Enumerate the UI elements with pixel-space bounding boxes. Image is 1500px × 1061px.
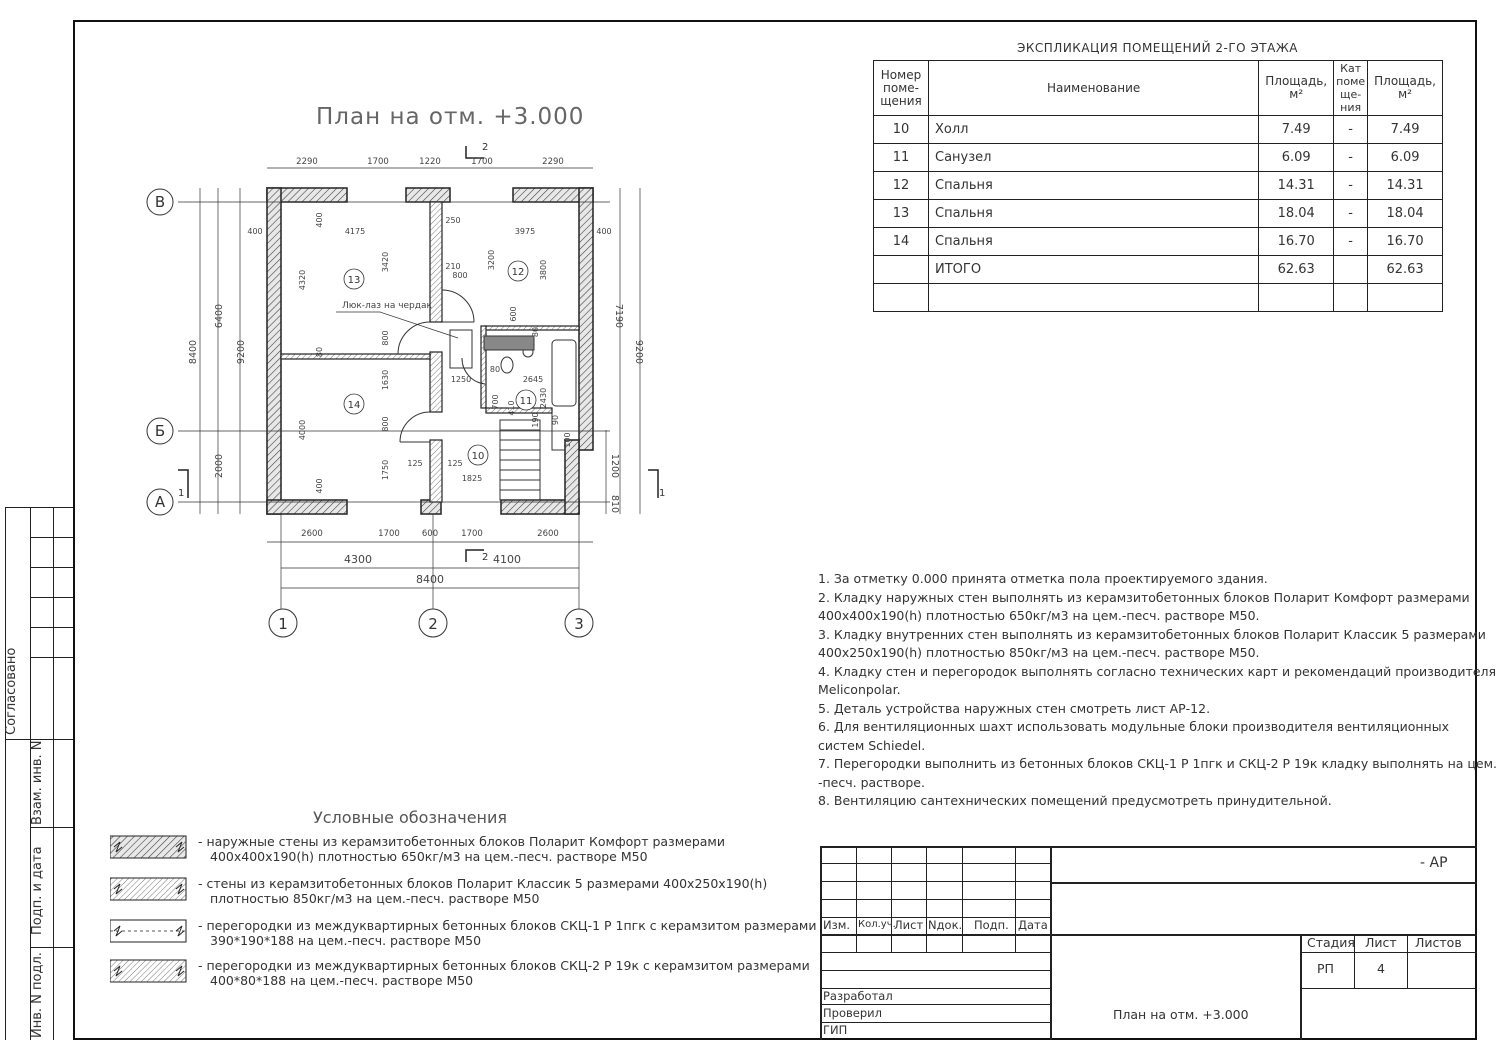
stamp-replace-inv: Взам. инв. N [30, 740, 45, 825]
col-data: Дата [1018, 918, 1048, 932]
note-line: 400х250х190(h) плотностью 850кг/м3 на цем.-песч. растворе М50. [818, 645, 1260, 660]
dim-bot-total: 8400 [416, 573, 444, 586]
dim-top-4: 1700 [471, 157, 493, 167]
dim-inner-4175: 4175 [344, 227, 366, 236]
note-line: 6. Для вентиляционных шахт использовать модульные блоки производителя вентиляционных [818, 719, 1449, 734]
dim-inner-125a: 125 [407, 459, 423, 468]
dim-inner-800a: 800 [452, 271, 468, 280]
section-mark-top: 2 [482, 142, 489, 153]
dim-top-2: 1700 [367, 157, 389, 167]
legend-text-4b: 400*80*188 на цем.-песч. растворе М50 [210, 973, 474, 988]
dim-inner-700: 700 [491, 394, 500, 410]
note-line: 7. Перегородки выполнить из бетонных блоков СКЦ-1 Р 1пгк и СКЦ-2 Р 19к кладку выполнять на цем. [818, 756, 1497, 771]
dim-inner-3200: 3200 [487, 249, 496, 271]
dim-right-2: 9200 [633, 339, 644, 365]
dim-left-3: 9200 [236, 339, 247, 365]
room-10-label: 10 [471, 451, 485, 462]
legend-swatch-partition-1 [110, 916, 188, 946]
legend-swatch-exterior [110, 832, 188, 862]
col-ndok: Nдок. [928, 918, 963, 932]
dim-inner-190: 190 [531, 412, 540, 428]
note-line: систем Schiedel. [818, 737, 926, 753]
note-line: 5. Деталь устройства наружных стен смотреть лист АР-12. [818, 700, 1211, 716]
dim-right-3: 1200 [609, 453, 620, 479]
dim-inner-4000: 4000 [298, 419, 307, 441]
legend-text-2b: плотностью 850кг/м3 на цем.-песч. растворе М50 [210, 891, 540, 906]
explication-table [873, 60, 1443, 312]
dim-inner-1825: 1825 [461, 474, 483, 483]
dim-left-1: 8400 [188, 339, 199, 365]
role-checker: Проверил [823, 1006, 882, 1020]
floor-plan [140, 130, 700, 640]
col-list: Лист [894, 918, 924, 932]
legend-item [110, 956, 830, 996]
dim-right-4: 810 [609, 494, 620, 514]
col-cat: Кат поме ще- ния [1334, 61, 1368, 116]
dim-top-5: 2290 [542, 157, 564, 167]
legend-item [110, 832, 830, 872]
note-line: 4. Кладку стен и перегородок выполнять согласно технических карт и рекомендаций производителя [818, 663, 1497, 679]
dim-inner-600: 600 [509, 306, 518, 322]
legend-text-3b: 390*190*188 на цем.-песч. растворе М50 [210, 933, 482, 948]
dim-inner-1630: 1630 [381, 369, 390, 391]
dim-bot2-2: 4100 [493, 553, 521, 566]
dim-inner-250: 250 [445, 216, 461, 225]
sheet-value: 4 [1377, 961, 1385, 976]
plan-title: План на отм. +3.000 [316, 104, 585, 130]
dim-inner-3975: 3975 [514, 227, 536, 236]
note-line: Meliconpolar. [818, 682, 901, 697]
room-14-label: 14 [347, 400, 361, 411]
note-line: -песч. растворе. [818, 774, 925, 790]
dim-inner-125b: 125 [447, 459, 463, 468]
dim-inner-100: 100 [563, 432, 572, 448]
dim-bot2-1: 4300 [344, 553, 372, 566]
note-line: 8. Вентиляцию сантехнических помещений предусмотреть принудительной. [818, 793, 1332, 808]
dim-inner-400a: 400 [247, 227, 263, 236]
dim-bot-4: 1700 [461, 529, 483, 539]
dim-bot-1: 2600 [301, 529, 323, 539]
dim-inner-3800: 3800 [539, 259, 548, 281]
dim-inner-400c: 400 [315, 212, 324, 228]
sheet-header: Лист [1365, 935, 1397, 950]
hatch-note: Люк-лаз на чердак [342, 301, 432, 311]
col-num: Номер поме- щения [874, 61, 929, 116]
legend-item [110, 874, 830, 914]
dim-inner-210: 210 [445, 262, 461, 271]
stamp-inv-orig: Инв. N подл. [30, 952, 45, 1038]
axis-row-a: А [154, 493, 166, 511]
dim-inner-400d: 400 [315, 478, 324, 494]
project-code: - АР [1420, 855, 1448, 871]
role-gip: ГИП [823, 1023, 848, 1037]
dim-bot-2: 1700 [378, 529, 400, 539]
legend-text-2a: - стены из керамзитобетонных блоков Поларит Классик 5 размерами 400х250х190(h) [198, 876, 768, 891]
note-line: 2. Кладку наружных стен выполнять из керамзитобетонных блоков Поларит Комфорт размерами [818, 589, 1470, 605]
axis-col-3: 3 [574, 615, 584, 633]
dim-inner-3420: 3420 [381, 251, 390, 273]
col-area: Площадь, м² [1259, 61, 1334, 116]
legend-text-1a: - наружные стены из керамзитобетонных блоков Поларит Комфорт размерами [198, 834, 725, 849]
room-13-label: 13 [347, 275, 361, 286]
stamp-agreed: Согласовано [4, 647, 19, 735]
axis-col-2: 2 [428, 615, 438, 633]
legend-swatch-partition-2 [110, 956, 188, 986]
note-line: 400х400х190(h) плотностью 650кг/м3 на цем.-песч. растворе М50. [818, 608, 1260, 623]
dim-bot-3: 600 [421, 529, 439, 539]
dim-inner-1750: 1750 [381, 459, 390, 481]
dim-inner-800b: 800 [381, 330, 390, 346]
dim-inner-1250: 1250 [450, 375, 472, 384]
sheets-header: Листов [1415, 935, 1462, 950]
interior-walls [281, 202, 579, 502]
dim-inner-400b: 400 [596, 227, 612, 236]
legend-item [110, 916, 830, 956]
legend-title: Условные обозначения [313, 808, 508, 827]
dim-inner-800c: 800 [381, 416, 390, 432]
table-row: 13 Спальня 18.04 - 18.04 [874, 200, 1443, 228]
section-mark-bottom: 2 [482, 552, 489, 563]
legend-text-4a: - перегородки из междуквартирных бетонных блоков СКЦ-2 Р 19к с керамзитом размерами [198, 958, 810, 973]
dim-lines [200, 168, 640, 588]
dim-top-1: 2290 [296, 157, 318, 167]
stage-header: Стадия [1307, 935, 1355, 950]
dim-inner-80c: 80 [489, 365, 501, 374]
col-kol: Кол.уч. [858, 919, 896, 930]
role-developer: Разработал [823, 989, 893, 1003]
sheet-title: План на отм. +3.000 [1113, 1007, 1249, 1022]
dim-inner-2430: 2430 [539, 387, 548, 409]
table-row: 10 Холл 7.49 - 7.49 [874, 116, 1443, 144]
table-row: 14 Спальня 16.70 - 16.70 [874, 228, 1443, 256]
room-11-label: 11 [519, 396, 533, 407]
explication-title: ЭКСПЛИКАЦИЯ ПОМЕЩЕНИЙ 2-ГО ЭТАЖА [1017, 41, 1298, 55]
col-name: Наименование [929, 61, 1259, 116]
dim-inner-80a: 80 [315, 346, 324, 358]
dim-inner-80b: 80 [531, 326, 540, 338]
section-mark-right: 1 [659, 488, 666, 499]
axis-col-1: 1 [278, 615, 288, 633]
col-area2: Площадь, м² [1368, 61, 1443, 116]
legend-swatch-interior [110, 874, 188, 904]
stage-value: РП [1317, 961, 1334, 976]
axis-row-v: В [154, 193, 166, 211]
room-12-label: 12 [511, 267, 525, 278]
title-block [820, 846, 1477, 1040]
axis-row-b: Б [154, 422, 166, 440]
section-mark-left: 1 [178, 488, 185, 499]
dim-inner-410: 410 [507, 400, 516, 416]
general-notes [818, 570, 1497, 811]
stamp-sign-date: Подп. и дата [30, 846, 45, 935]
dim-right-1: 7190 [613, 303, 624, 329]
table-row: 12 Спальня 14.31 - 14.31 [874, 172, 1443, 200]
table-row-empty [874, 284, 1443, 312]
dim-top-3: 1220 [419, 157, 441, 167]
dim-left-4: 2000 [214, 453, 225, 479]
col-izm: Изм. [823, 918, 851, 932]
dim-bot-5: 2600 [537, 529, 559, 539]
legend-text-3a: - перегородки из междуквартирных бетонных блоков СКЦ-1 Р 1пгк с керамзитом размерами [198, 918, 817, 933]
note-line: 1. За отметку 0.000 принята отметка пола проектируемого здания. [818, 571, 1268, 586]
note-line: 3. Кладку внутренних стен выполнять из керамзитобетонных блоков Поларит Классик 5 размерами [818, 626, 1486, 642]
dim-inner-2645: 2645 [522, 375, 544, 384]
dim-inner-4320: 4320 [298, 269, 307, 291]
dim-inner-90: 90 [551, 414, 560, 426]
table-row-total: ИТОГО 62.63 62.63 [874, 256, 1443, 284]
dim-left-2: 6400 [214, 303, 225, 329]
table-row: 11 Санузел 6.09 - 6.09 [874, 144, 1443, 172]
col-podp: Подп. [974, 918, 1009, 932]
legend-text-1b: 400х400х190(h) плотностью 650кг/м3 на цем.-песч. растворе М50 [210, 849, 648, 864]
